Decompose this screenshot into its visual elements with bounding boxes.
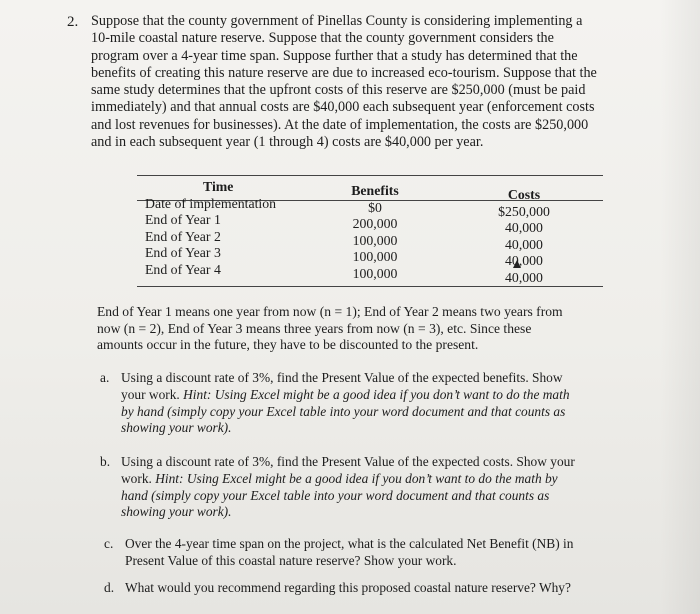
table-top-rule bbox=[137, 175, 603, 176]
discounting-note bbox=[97, 304, 587, 354]
note-line: now (n = 2), End of Year 3 means three years from now (n = 3), etc. Since these bbox=[97, 320, 532, 336]
time-cell: End of Year 2 bbox=[145, 228, 221, 244]
part-b-line bbox=[121, 488, 591, 505]
part-a-line bbox=[121, 387, 591, 404]
intro-line: Suppose that the county government of Pinellas County is considering implementing a bbox=[91, 13, 583, 29]
benefits-column bbox=[337, 183, 413, 283]
costs-column bbox=[493, 187, 555, 287]
part-b-line: Using a discount rate of 3%, find the Present Value of the expected costs. Show your bbox=[121, 454, 575, 469]
part-b-text bbox=[121, 454, 591, 521]
question-intro bbox=[91, 13, 611, 151]
part-a-label: a. bbox=[100, 370, 110, 385]
paper-shadow bbox=[660, 0, 700, 614]
part-a-line bbox=[121, 420, 591, 437]
part-c-label: c. bbox=[104, 536, 114, 551]
part-a-line: Using a discount rate of 3%, find the Present Value of the expected benefits. Show bbox=[121, 370, 563, 385]
intro-line: same study determines that the upfront costs of this reserve are $250,000 (must be paid bbox=[91, 82, 586, 99]
part-c-line: Present Value of this coastal nature reserve? Show your work. bbox=[125, 552, 457, 568]
intro-line: immediately) and that annual costs are $40,000 each subsequent year (enforcement costs bbox=[91, 99, 595, 116]
part-a-hint: by hand (simply copy your Excel table into your word document and that counts as bbox=[121, 403, 566, 419]
costs-cell: 40,000 bbox=[505, 253, 543, 269]
intro-line: and lost revenues for businesses). At the date of implementation, the costs are $250,000 bbox=[91, 116, 589, 133]
time-cell: End of Year 1 bbox=[145, 212, 221, 228]
part-b-hint: Hint: Using Excel might be a good idea if you don’t want to do the math by bbox=[155, 470, 558, 486]
part-b-label: b. bbox=[100, 454, 111, 469]
time-cell: End of Year 4 bbox=[145, 261, 221, 277]
part-c-line: Over the 4-year time span on the project, what is the calculated Net Benefit (NB) in bbox=[125, 536, 574, 551]
part-a-text bbox=[121, 370, 591, 437]
benefits-cell: 100,000 bbox=[352, 249, 398, 265]
time-cell: End of Year 3 bbox=[145, 245, 221, 261]
intro-line: 10-mile coastal nature reserve. Suppose that the county government considers the bbox=[91, 30, 554, 47]
part-d-label: d. bbox=[104, 580, 115, 595]
benefits-cell: 200,000 bbox=[352, 216, 398, 232]
intro-line: program over a 4-year time span. Suppose further that a study has determined that the bbox=[91, 47, 578, 64]
benefits-header: Benefits bbox=[351, 183, 399, 198]
intro-line: and in each subsequent year (1 through 4) costs are $40,000 per year. bbox=[91, 134, 484, 151]
part-d-line: What would you recommend regarding this proposed coastal nature reserve? Why? bbox=[125, 580, 571, 595]
benefits-costs-table bbox=[137, 175, 603, 287]
part-a-hint: Hint: Using Excel might be a good idea if you don’t want to do the math bbox=[183, 386, 570, 402]
costs-cell: 40,000 bbox=[505, 220, 543, 236]
benefits-cell: 100,000 bbox=[352, 265, 398, 281]
note-line: End of Year 1 means one year from now (n = 1); End of Year 2 means two years from bbox=[97, 304, 563, 319]
part-c-text bbox=[125, 536, 595, 570]
part-b-line bbox=[121, 471, 591, 488]
part-b-line bbox=[121, 504, 591, 521]
costs-cell: 40,000 bbox=[505, 236, 543, 252]
part-a-line bbox=[121, 404, 591, 421]
note-line: amounts occur in the future, they have to be discounted to the present. bbox=[97, 337, 479, 353]
question-number: 2. bbox=[67, 14, 79, 30]
intro-line: benefits of creating this nature reserve are due to increased eco-tourism. Suppose that the bbox=[91, 64, 597, 81]
part-a-hint: showing your work). bbox=[121, 420, 232, 436]
part-b-hint: hand (simply copy your Excel table into your word document and that counts as bbox=[121, 487, 550, 503]
time-column bbox=[145, 179, 315, 279]
benefits-cell: 100,000 bbox=[352, 232, 398, 248]
costs-cell: $250,000 bbox=[498, 203, 550, 219]
part-b-plain: work. bbox=[121, 470, 156, 486]
time-cell: Date of implementation bbox=[145, 195, 277, 211]
time-header: Time bbox=[203, 179, 234, 194]
part-d-text bbox=[125, 580, 595, 597]
costs-header: Costs bbox=[507, 187, 541, 202]
part-a-plain: your work. bbox=[121, 386, 184, 402]
benefits-cell: $0 bbox=[368, 199, 382, 215]
part-b-hint: showing your work). bbox=[121, 504, 232, 520]
mouse-cursor-icon bbox=[513, 260, 521, 268]
costs-cell: 40,000 bbox=[505, 269, 543, 285]
